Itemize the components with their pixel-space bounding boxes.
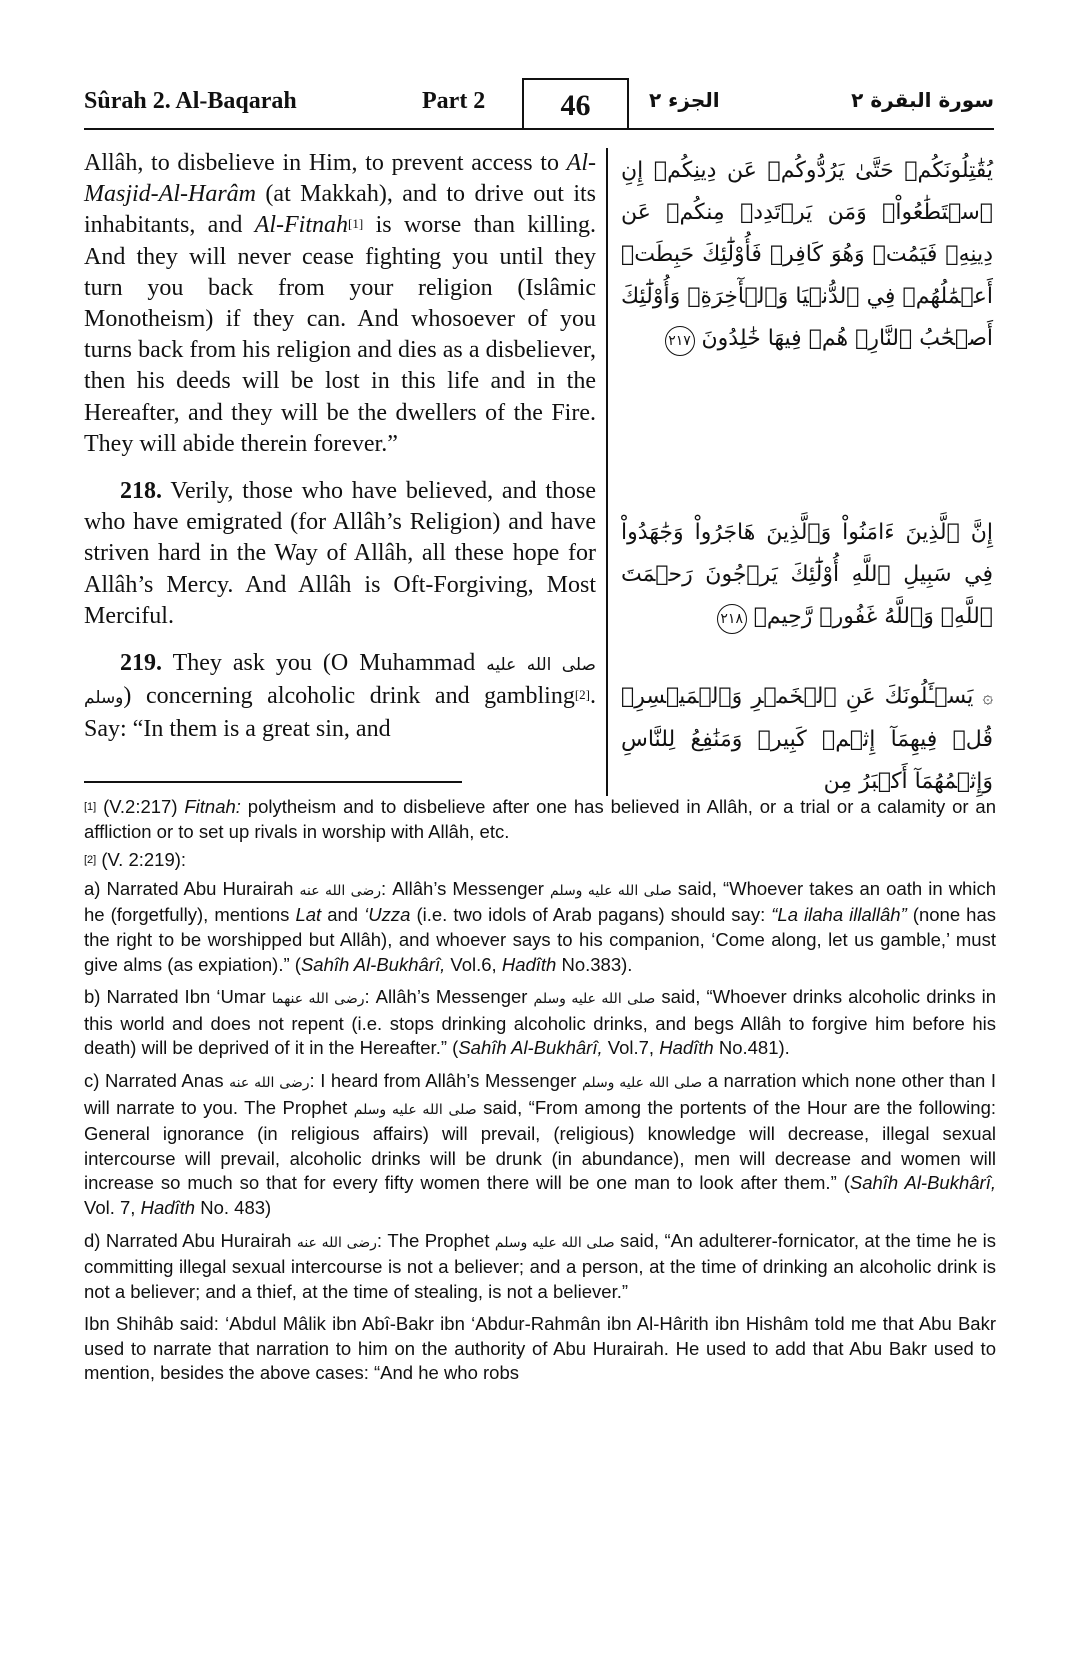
juz-label-arabic: الجزء ٢ [649,88,720,112]
salutation-arabic: صلى الله عليه وسلم [84,655,596,709]
verse-217-continuation: Allâh, to disbelieve in Him, to prevent access to Al-Masjid-Al-Harâm (at Makkah), and to drive out its inhabitants, and Al-Fitnah[1] is worse than killing. And they will never cease fighting you until they turn you back from your religion (Islâmic Monotheism) if they can. And whosoever of you turns back from his religion and dies as a disbeliever, then his deeds will be lost in this life and in the Hereafter, and they will be the dwellers of the Fire. They will abide therein forever.” [84,150,596,457]
footnote-rule [84,781,462,783]
footnote-ref-1: [1] [348,216,364,232]
verse-end-marker: ٢١٧ [665,326,695,356]
translation-column [84,148,596,746]
column-divider [606,148,608,796]
hizb-star-icon: ۞ [982,687,993,708]
footnote-2-item-d: d) Narrated Abu Hurairah رضى الله عنه: The Prophet صلى الله عليه وسلم said, “An adulterer-fornicator, at the time he is committing illegal sexual intercourse is not a believer; and a person, at the time of drinking an alcoholic drink is not a believer; and a thief, at the time of stealing, is not a believer.” [84,1229,996,1302]
surah-title: Sûrah 2. Al-Baqarah [84,88,297,114]
arabic-verse-217: يُقَٰتِلُونَكُمۡ حَتَّىٰ يَرُدُّوكُمۡ عَن دِينِكُمۡ إِنِ ٱسۡتَطَٰعُواْۚ وَمَن يَرۡتَدِدۡ مِنكُمۡ عَن دِينِهِۦ فَيَمُتۡ وَهُوَ كَافِرٞ فَأُوْلَٰٓئِكَ حَبِطَتۡ أَعۡمَٰلُهُمۡ فِي ٱلدُّنۡيَا وَٱلۡأٓخِرَةِۖ وَأُوْلَٰٓئِكَ أَصۡحَٰبُ ٱلنَّارِۖ هُمۡ فِيهَا خَٰلِدُونَ ٢١٧ [621,150,993,360]
page-number: 46 [522,78,629,128]
footnote-2-item-a: a) Narrated Abu Hurairah رضى الله عنه: Allâh’s Messenger صلى الله عليه وسلم said, “Whoever takes an oath in which he (forgetfully), mentions Lat and ‘Uzza (i.e. two idols of Arab pagans) should say: “La ilaha illallâh” (none has the right to be worshipped but Allâh), and whoever says to his companion, ‘Come along, let us gamble,’ must give alms (as expiation).” (Sahîh Al-Bukhârî, Vol.6, Hadîth No.383). [84,877,996,975]
surah-title-arabic: سورة البقرة ٢ [851,88,994,112]
part-label: Part 2 [422,88,486,114]
arabic-verse-219: ۞ يَسۡـَٔلُونَكَ عَنِ ٱلۡخَمۡرِ وَٱلۡمَيۡسِرِۖ قُلۡ فِيهِمَآ إِثۡمٞ كَبِيرٞ وَمَنَٰفِعُ لِلنَّاسِ وَإِثۡمُهُمَآ أَكۡبَرُ مِن [621,684,993,794]
footnote-2-item-c: c) Narrated Anas رضى الله عنه: I heard from Allâh’s Messenger صلى الله عليه وسلم a narration which none other than I will narrate to you. The Prophet صلى الله عليه وسلم said, “From among the portents of the Hour are the following: General ignorance (in religious affairs) will prevail, (religious) knowledge will decrease, illegal sexual intercourse will prevail, alcoholic drinks will be drunk (in abundance), men will decrease and women will increase so much so that for every fifty women there will be one man to look after them.” (Sahîh Al-Bukhârî, Vol. 7, Hadîth No. 483) [84,1069,996,1218]
footnote-2: [2] (V. 2:219): [84,849,187,871]
header-rule [84,128,994,130]
arabic-verse-218: إِنَّ ٱلَّذِينَ ءَامَنُواْ وَٱلَّذِينَ هَاجَرُواْ وَجَٰهَدُواْ فِي سَبِيلِ ٱللَّهِ أُوْلَٰٓئِكَ يَرۡجُونَ رَحۡمَتَ ٱللَّهِۚ وَٱللَّهُ غَفُورٞ رَّحِيمٞ ٢١٨ [621,512,993,638]
footnotes [84,795,996,1394]
footnote-2-item-b: b) Narrated Ibn ‘Umar رضى الله عنهما: Allâh’s Messenger صلى الله عليه وسلم said, “Whoever drinks alcoholic drinks in this world and does not repent (i.e. stops drinking alcoholic drinks, and begs Allâh to forgive him before his death) will be deprived of it in the Hereafter.” (Sahîh Al-Bukhârî, Vol.7, Hadîth No.481). [84,986,997,1059]
footnote-2-item-e: Ibn Shihâb said: ‘Abdul Mâlik ibn Abî-Bakr ibn ‘Abdur-Rahmân ibn Al-Hârith ibn Hishâm told me that Abu Bakr used to narrate that narration to him on the authority of Abu Hurairah. He used to add that Abu Bakr used to mention, besides the above cases: “And he who robs [84,1313,996,1384]
page-header [84,78,994,130]
footnote-ref-2: [2] [574,687,590,703]
verse-end-marker: ٢١٨ [717,604,747,634]
footnote-1: [1] (V.2:217) Fitnah: polytheism and to disbelieve after one has believed in Allâh, or a trial or a calamity or an affliction or to set up rivals in worship with Allâh, etc. [84,796,996,842]
verse-number: 219. [120,650,162,677]
verse-218: 218. Verily, those who have believed, and those who have emigrated (for Allâh’s Religion) and have striven hard in the Way of Allâh, all these hope for Allâh’s Mercy. And Allâh is Oft-Forgiving, Most Merciful. [84,478,596,629]
verse-number: 218. [120,478,162,505]
verse-219: 219. They ask you (O Muhammad صلى الله عليه وسلم) concerning alcoholic drink and gambling[2]. Say: “In them is a great sin, and [84,650,596,743]
